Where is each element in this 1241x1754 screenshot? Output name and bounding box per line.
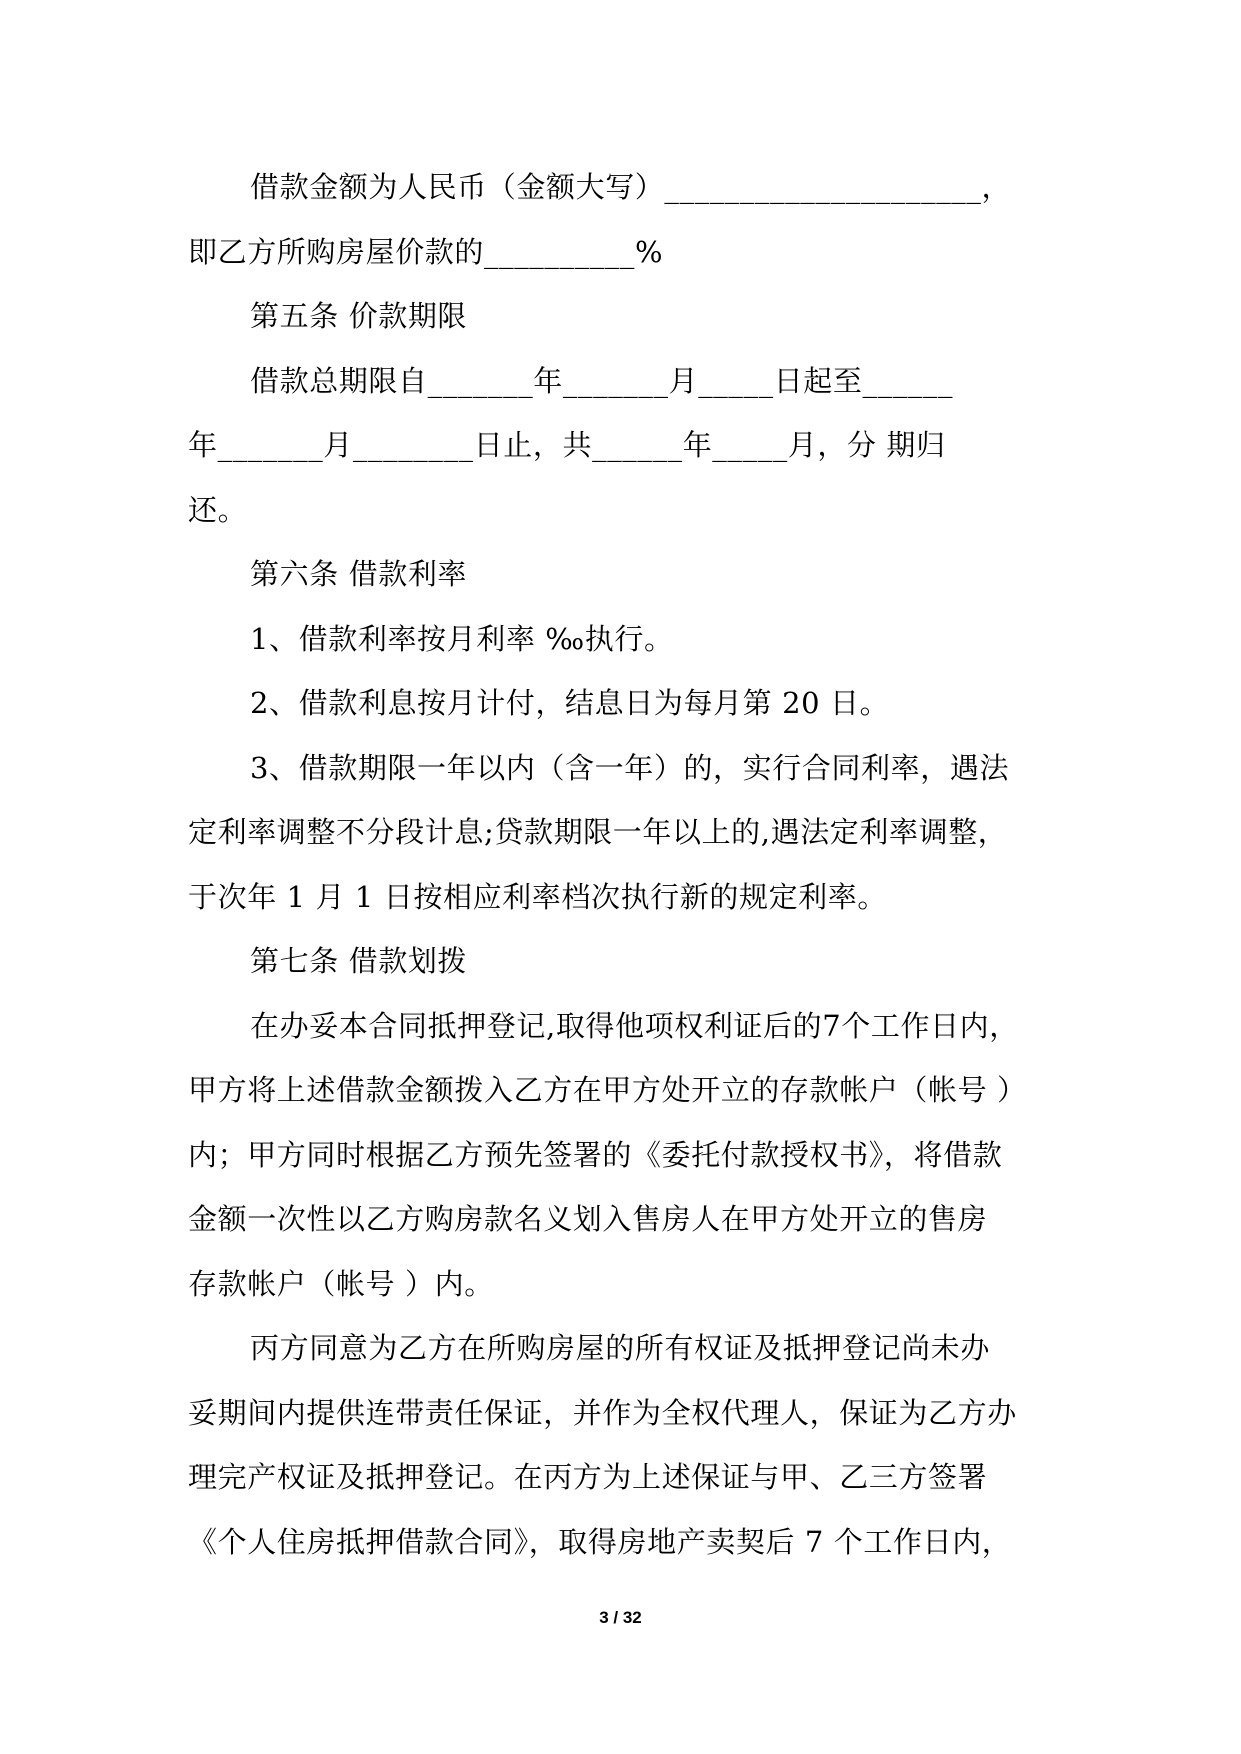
- text-line: 在办妥本合同抵押登记,取得他项权利证后的7个工作日内，: [250, 1008, 1019, 1043]
- text-line: 借款金额为人民币（金额大写）_____________________，: [250, 170, 1012, 204]
- text-line: 借款总期限自_______年_______月_____日起至______: [250, 363, 954, 398]
- text-line: 内；甲方同时根据乙方预先签署的《委托付款授权书》，将借款: [188, 1137, 1003, 1172]
- text-line: 妥期间内提供连带责任保证，并作为全权代理人，保证为乙方办: [188, 1395, 1017, 1430]
- text-line: 3、借款期限一年以内（含一年）的，实行合同利率，遇法: [250, 750, 1010, 785]
- text-line: 定利率调整不分段计息;贷款期限一年以上的,遇法定利率调整，: [188, 815, 1008, 849]
- page-number: 3 / 32: [599, 1608, 642, 1627]
- text-line: 存款帐户（帐号 ）内。: [188, 1266, 494, 1301]
- text-line: 于次年 1 月 1 日按相应利率档次执行新的规定利率。: [188, 879, 887, 914]
- article-heading: 第六条 借款利率: [250, 557, 468, 591]
- text-line: 还。: [188, 492, 248, 527]
- text-line: 1、借款利率按月利率 ‰执行。: [250, 621, 674, 656]
- article-heading: 第五条 价款期限: [250, 299, 468, 333]
- text-line: 即乙方所购房屋价款的__________%: [188, 234, 664, 269]
- text-line: 年_______月________日止，共______年_____月，分 期归: [188, 428, 946, 462]
- text-line: 《个人住房抵押借款合同》，取得房地产卖契后 7 个工作日内，: [188, 1524, 1012, 1559]
- text-line: 甲方将上述借款金额拨入乙方在甲方处开立的存款帐户（帐号 ）: [188, 1073, 1027, 1107]
- text-line: 丙方同意为乙方在所购房屋的所有权证及抵押登记尚未办: [250, 1331, 991, 1365]
- text-line: 理完产权证及抵押登记。在丙方为上述保证与甲、乙三方签署: [188, 1460, 988, 1494]
- text-line: 金额一次性以乙方购房款名义划入售房人在甲方处开立的售房: [188, 1202, 988, 1236]
- article-heading: 第七条 借款划拨: [250, 944, 468, 978]
- text-line: 2、借款利息按月计付，结息日为每月第 20 日。: [250, 686, 890, 720]
- document-body: [188, 155, 1068, 1574]
